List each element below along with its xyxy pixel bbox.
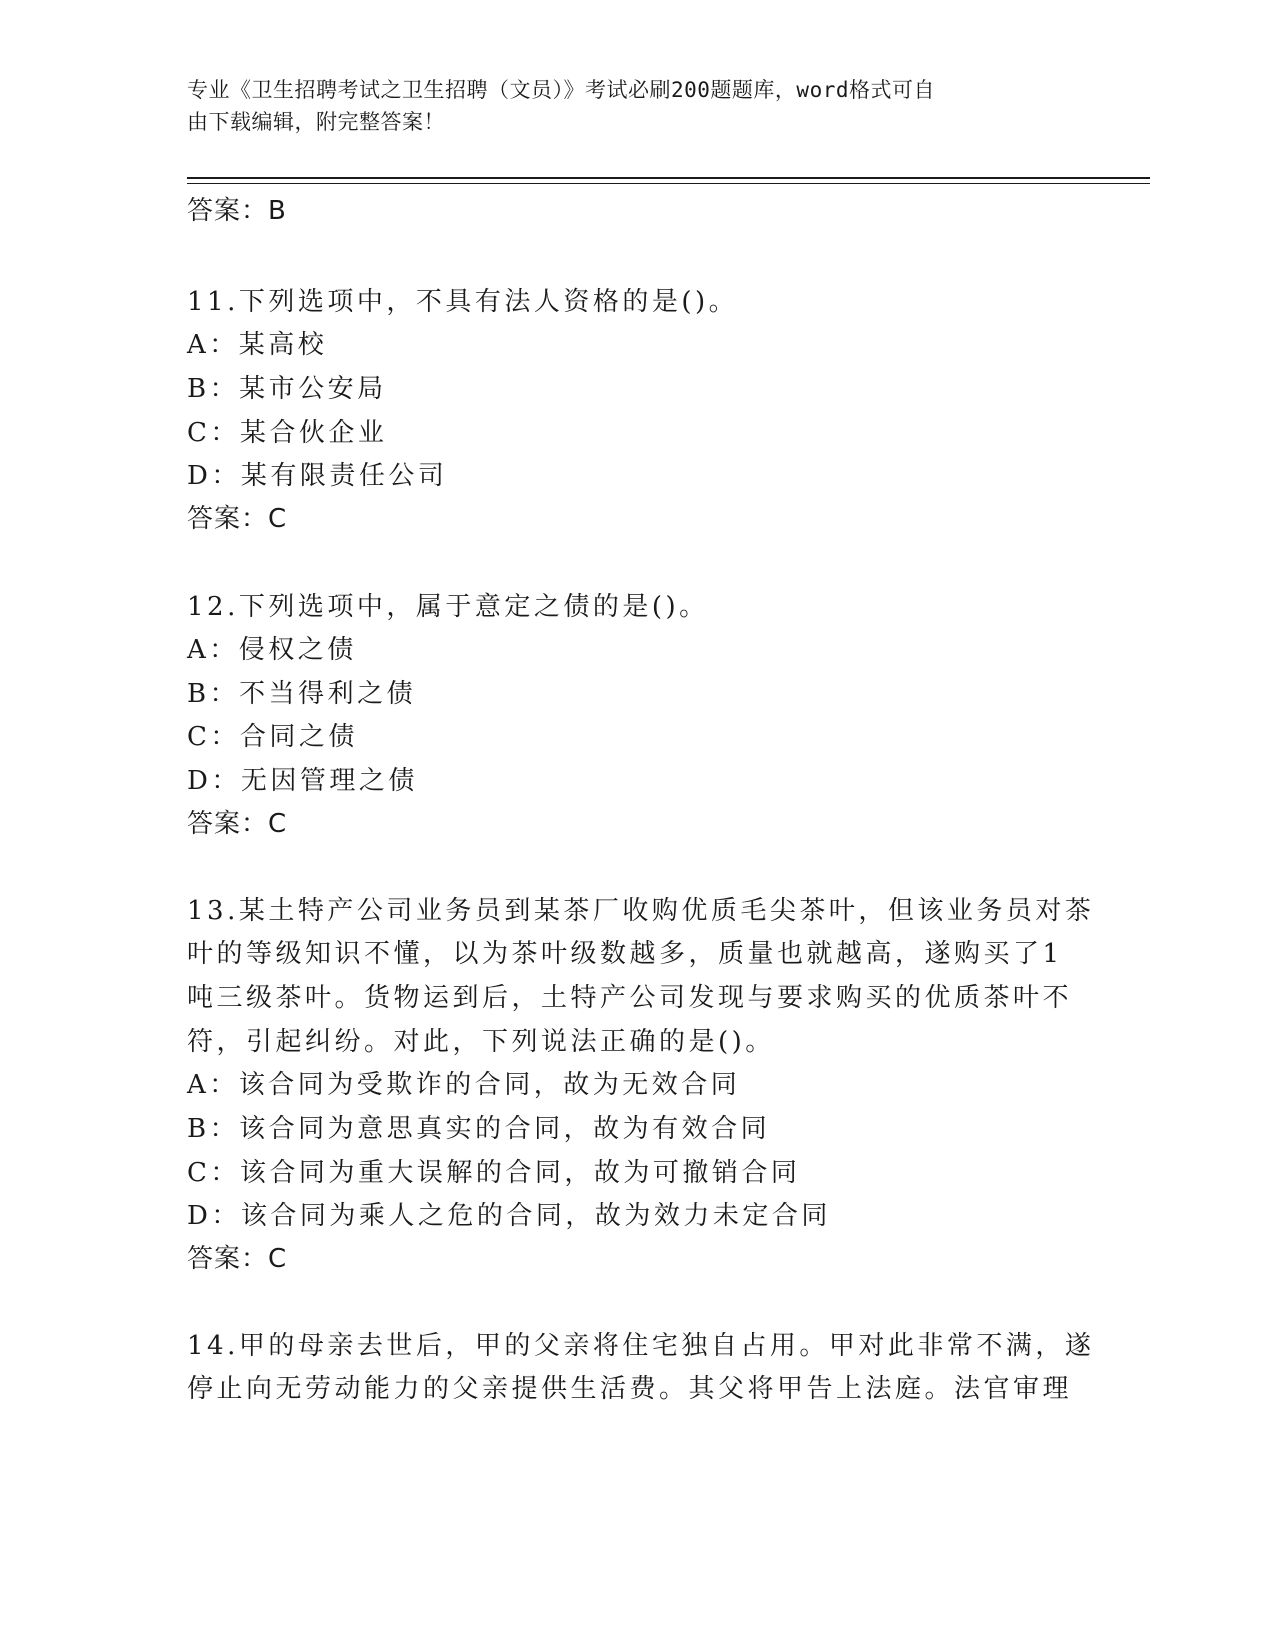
header-rule-thick xyxy=(187,177,1150,179)
question-13-option-a: A：该合同为受欺诈的合同，故为无效合同 xyxy=(187,1070,741,1100)
question-13-answer: 答案：C xyxy=(187,1244,288,1274)
header-rule-thin xyxy=(187,183,1150,184)
header-line-1: 专业《卫生招聘考试之卫生招聘（文员）》考试必刷200题题库，word格式可自 xyxy=(187,78,935,102)
question-12-answer: 答案：C xyxy=(187,809,288,839)
header-line-2: 由下载编辑，附完整答案！ xyxy=(187,110,445,134)
page-header xyxy=(187,74,1067,138)
question-12-option-c: C：合同之债 xyxy=(187,722,358,752)
question-13-stem-line-3: 吨三级茶叶。货物运到后，土特产公司发现与要求购买的优质茶叶不 xyxy=(187,983,1073,1013)
question-12-option-d: D：无因管理之债 xyxy=(187,766,418,796)
question-12-stem: 12.下列选项中，属于意定之债的是()。 xyxy=(187,592,709,622)
question-13-option-b: B：该合同为意思真实的合同，故为有效合同 xyxy=(187,1114,771,1144)
question-11-option-d: D：某有限责任公司 xyxy=(187,461,448,491)
question-13-stem-line-1: 13.某土特产公司业务员到某茶厂收购优质毛尖茶叶，但该业务员对茶 xyxy=(187,896,1095,926)
question-13-stem-line-4: 符，引起纠纷。对此，下列说法正确的是()。 xyxy=(187,1027,775,1057)
question-13-option-d: D：该合同为乘人之危的合同，故为效力未定合同 xyxy=(187,1201,831,1231)
question-11-option-b: B：某市公安局 xyxy=(187,374,387,404)
question-11-stem: 11.下列选项中，不具有法人资格的是()。 xyxy=(187,287,739,317)
question-12-option-b: B：不当得利之债 xyxy=(187,679,417,709)
question-11-option-c: C：某合伙企业 xyxy=(187,418,388,448)
question-11-answer: 答案：C xyxy=(187,504,288,534)
question-14-stem-line-1: 14.甲的母亲去世后，甲的父亲将住宅独自占用。甲对此非常不满，遂 xyxy=(187,1331,1095,1361)
question-11-option-a: A：某高校 xyxy=(187,330,328,360)
question-13-option-c: C：该合同为重大误解的合同，故为可撤销合同 xyxy=(187,1158,801,1188)
question-13-stem-line-2: 叶的等级知识不懂，以为茶叶级数越多，质量也就越高，遂购买了1 xyxy=(187,939,1063,969)
question-12-option-a: A：侵权之债 xyxy=(187,635,357,665)
answer-prev: 答案：B xyxy=(187,196,287,226)
question-14-stem-line-2: 停止向无劳动能力的父亲提供生活费。其父将甲告上法庭。法官审理 xyxy=(187,1374,1073,1404)
